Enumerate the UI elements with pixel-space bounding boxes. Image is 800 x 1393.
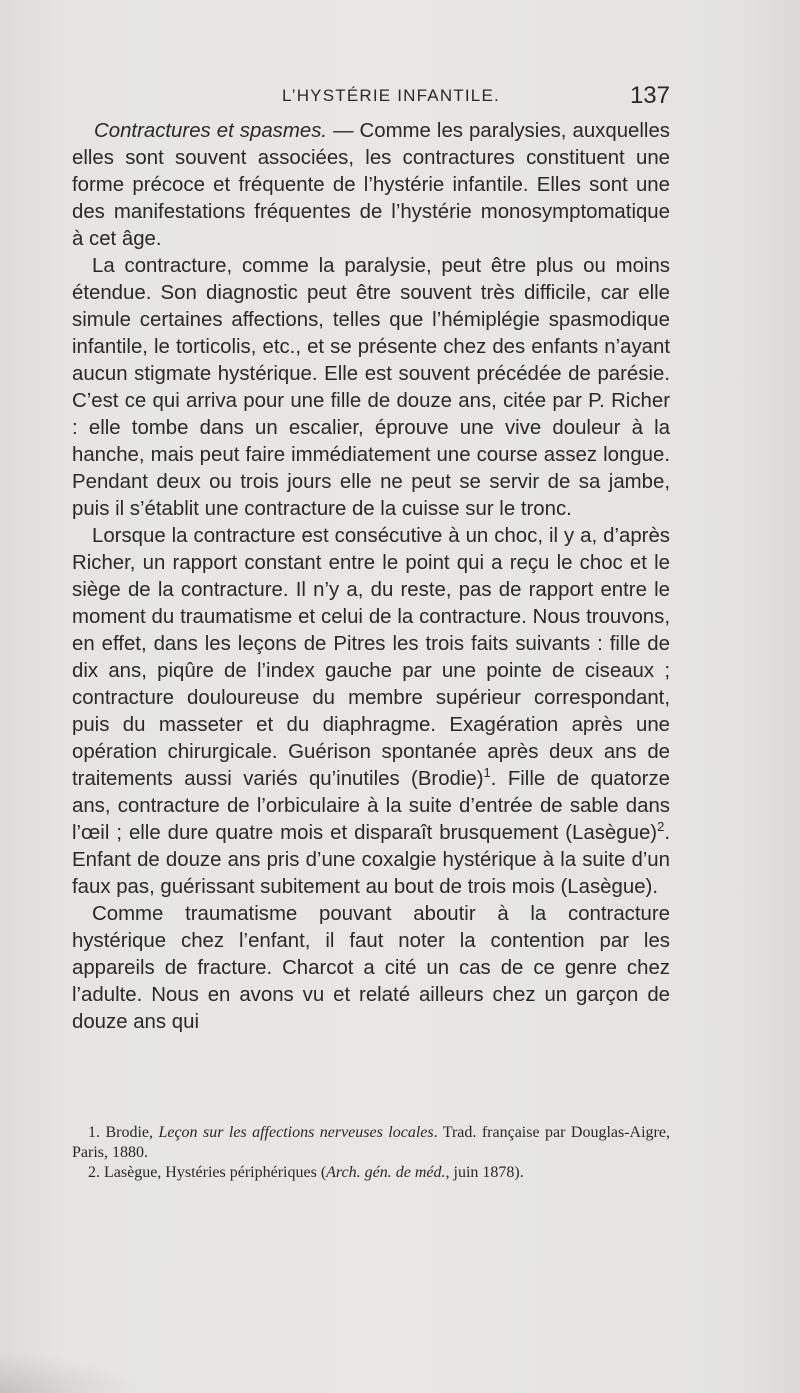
footnote-ref-1: 1	[483, 765, 491, 781]
paragraph-fracture: Comme traumatisme pouvant aboutir à la contracture hystérique chez l’enfant, il faut noter la contention par les appareils de fracture. Charcot a cité un cas de ce genre chez l’adulte. Nous en avons vu et relaté ailleurs chez un garçon de douze ans qui	[72, 903, 670, 1033]
footnote-work-title: Leçon sur les affections nerveuses locales	[158, 1124, 434, 1141]
paragraph-traumatisme	[72, 523, 670, 901]
paragraph-diagnostic: La contracture, comme la paralysie, peut être plus ou moins étendue. Son diagnostic peut être souvent très difficile, car elle simule certaines affections, telles que l’hémiplégie spasmodique infantile, le torticolis, etc., et se présente chez des enfants n’ayant aucun stigmate hystérique. Elle est souvent précédée de parésie. C’est ce qui arriva pour une fille de douze ans, citée par P. Richer : elle tombe dans un escalier, éprouve une vive douleur à la hanche, mais peut faire immédiatement une course assez longue. Pendant deux ou trois jours elle ne peut se servir de sa jambe, puis il s’établit une contracture de la cuisse sur le tronc.	[72, 255, 670, 520]
paragraph-text: . Enfant de douze ans pris d’une coxalgie hystérique à la suite d’un faux pas, guérissant subitement au bout de trois mois (Lasègue).	[72, 822, 670, 898]
body-text	[72, 118, 670, 1036]
footnote-number: 2.	[88, 1164, 100, 1181]
footnote-journal-title: Arch. gén. de méd.	[326, 1164, 446, 1181]
footnote-ref-2: 2	[657, 819, 665, 835]
paragraph-text: — Comme les paralysies, auxquelles elles sont souvent associées, les contractures constituent une forme précoce et fréquente de l’hystérie infantile. Elles sont une des manifestations fréquentes de l’hystérie monosymptomatique à cet âge.	[72, 120, 670, 250]
footnote-text: . Trad. française par Douglas-Aigre, Paris, 1880.	[72, 1124, 670, 1161]
footnote-text: Lasègue, Hystéries périphériques (	[100, 1164, 327, 1181]
paragraph-text: . Fille de quatorze ans, contracture de l’orbiculaire à la suite d’entrée de sable dans l’œil ; elle dure quatre mois et disparaît brusquement (Lasègue)	[72, 768, 670, 844]
footnote-1	[72, 1123, 670, 1163]
section-rubric: Contractures et spasmes.	[94, 120, 328, 142]
page-header	[72, 82, 672, 112]
paragraph-contractures	[72, 118, 670, 253]
footnotes	[72, 1123, 670, 1183]
footnote-2	[72, 1163, 670, 1183]
paragraph-text: Lorsque la contracture est consécutive à un choc, il y a, d’après Richer, un rapport constant entre le point qui a reçu le choc et le siège de la contracture. Il n’y a, du reste, pas de rapport entre le moment du traumatisme et celui de la contracture. Nous trouvons, en effet, dans les leçons de Pitres les trois faits suivants : fille de dix ans, piqûre de l’index gauche par une pointe de ciseaux ; contracture douloureuse du membre supérieur correspondant, puis du masseter et du diaphragme. Exagération après une opération chirurgicale. Guérison spontanée après deux ans de traitements aussi variés qu’inutiles (Brodie)	[72, 525, 670, 790]
footnote-text: , juin 1878).	[445, 1164, 524, 1181]
page-stain	[0, 1353, 140, 1393]
footnote-number: 1.	[88, 1124, 100, 1141]
running-title: L’HYSTÉRIE INFANTILE.	[282, 86, 500, 105]
page-number: 137	[629, 82, 670, 109]
footnote-text: Brodie,	[100, 1124, 159, 1141]
